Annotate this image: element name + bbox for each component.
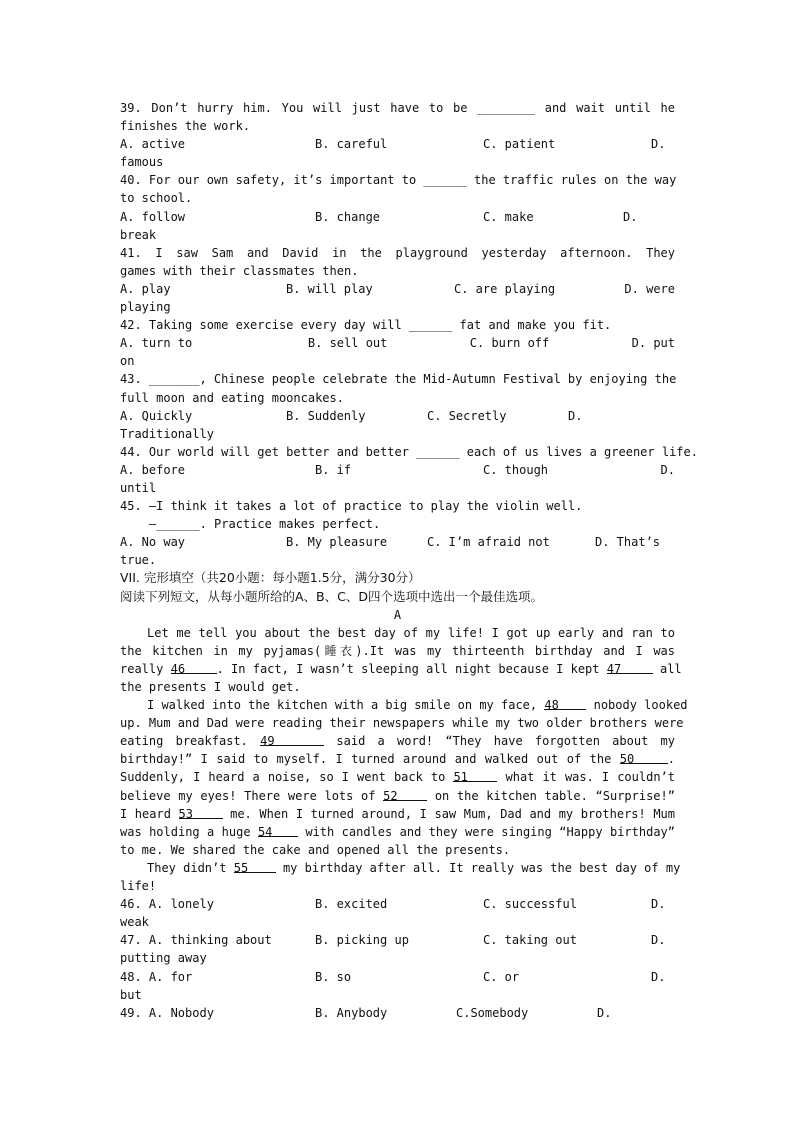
option-c: C. I’m afraid not	[427, 535, 550, 550]
option-a: A. turn to	[120, 336, 193, 351]
q39-options	[120, 135, 675, 153]
option-c: C. or	[483, 969, 520, 984]
q41-options	[120, 280, 675, 298]
exam-page	[120, 99, 698, 1022]
passage-line: up. Mum and Dad were reading their newspapers while my two older brothers were	[120, 716, 684, 731]
q45-reply: —______. Practice makes perfect.	[149, 517, 381, 532]
q41-stem: 41. I saw Sam and David in the playground yesterday afternoon. They	[120, 245, 675, 260]
q40-stem: 40. For our own safety, it’s important to ______ the traffic rules on the way	[120, 173, 677, 188]
option-d: D.	[597, 1005, 612, 1020]
passage-label: A	[393, 607, 402, 622]
option-d-text: on	[120, 354, 135, 369]
option-b: B. Suddenly	[286, 408, 366, 423]
q44-options	[120, 461, 675, 479]
option-c: C. though	[483, 462, 549, 477]
option-c: C. make	[483, 209, 534, 224]
section-instruction: 阅读下列短文，从每小题所给的A、B、C、D四个选项中选出一个最佳选项。	[120, 588, 543, 604]
option-d: D.	[651, 137, 666, 152]
option-a: A. Quickly	[120, 408, 193, 423]
option-a: A. No way	[120, 535, 186, 550]
passage-line: life!	[120, 879, 157, 894]
option-b: B. careful	[315, 137, 388, 152]
passage-line: birthday!” I said to myself. I turned around and walked out of the 50 .	[120, 752, 675, 767]
passage-line: to me. We shared the cake and opened all the presents.	[120, 842, 511, 857]
option-d: D. That’s	[595, 535, 661, 550]
option-a: A. follow	[120, 209, 186, 224]
option-d-text: famous	[120, 155, 164, 170]
option-b: B. My pleasure	[286, 535, 388, 550]
blank-49: 49	[260, 732, 324, 746]
option-c: C. Secretly	[427, 408, 507, 423]
option-d-text: weak	[120, 915, 149, 930]
option-a: 47. A. thinking about	[120, 933, 272, 948]
option-b: B. if	[315, 462, 352, 477]
q39-stem: 39. Don’t hurry him. You will just have to be ________ and wait until he	[120, 101, 675, 115]
blank-55: 55	[234, 859, 276, 873]
option-c: C.Somebody	[456, 1005, 529, 1020]
option-b: B. excited	[315, 897, 388, 912]
blank-53: 53	[179, 805, 223, 819]
option-d-text: playing	[120, 300, 171, 315]
q48-options	[120, 968, 675, 986]
blank-54: 54	[258, 823, 298, 837]
q40-stem-cont: to school.	[120, 191, 193, 206]
option-d: D.	[660, 462, 675, 477]
q39-stem-cont: finishes the work.	[120, 119, 251, 134]
option-b: B. change	[315, 209, 381, 224]
option-a: A. play	[120, 281, 171, 296]
blank-51: 51	[453, 768, 497, 782]
q45-stem: 45. —I think it takes a lot of practice to play the violin well.	[120, 499, 583, 514]
passage-line: Suddenly, I heard a noise, so I went back to 51 what it was. I couldn’t	[120, 770, 675, 785]
q41-stem-cont: games with their classmates then.	[120, 263, 359, 278]
q49-options	[120, 1004, 675, 1022]
option-d-text: putting away	[120, 951, 207, 966]
option-c: C. burn off	[469, 336, 550, 351]
option-a: A. active	[120, 137, 186, 152]
option-d-text: true.	[120, 553, 157, 568]
passage-line: They didn’t 55 my birthday after all. It really was the best day of my	[147, 860, 681, 875]
passage-line: eating breakfast. 49 said a word! “They have forgotten about my	[120, 734, 676, 749]
option-b: B. sell out	[307, 336, 388, 351]
option-c: C. successful	[483, 897, 577, 912]
option-d-text: but	[120, 987, 142, 1002]
blank-46: 46	[171, 660, 217, 674]
q43-stem-cont: full moon and eating mooncakes.	[120, 390, 344, 405]
q43-options	[120, 407, 675, 425]
passage-line: was holding a huge 54 with candles and they were singing “Happy birthday”	[120, 824, 675, 839]
option-c: C. are playing	[454, 281, 556, 296]
option-d: D.	[651, 897, 666, 912]
option-a: A. before	[120, 462, 186, 477]
option-a: 49. A. Nobody	[120, 1005, 214, 1020]
option-b: B. picking up	[315, 933, 409, 948]
passage-line: the kitchen in my pyjamas(睡衣).It was my thirteenth birthday and I was	[120, 643, 675, 658]
blank-50: 50	[620, 750, 668, 764]
option-d: D.	[568, 408, 583, 423]
q46-options	[120, 895, 675, 913]
q44-stem: 44. Our world will get better and better ______ each of us lives a greener life.	[120, 444, 698, 459]
option-b: B. Anybody	[315, 1005, 388, 1020]
option-d: D.	[651, 933, 666, 948]
passage-line: I walked into the kitchen with a big smile on my face, 48 nobody looked	[147, 698, 688, 713]
option-c: C. taking out	[483, 933, 577, 948]
option-d-text: Traditionally	[120, 426, 214, 441]
option-d: D. were	[624, 281, 675, 296]
passage-line: Let me tell you about the best day of my life! I got up early and ran to	[147, 625, 675, 640]
option-a: 46. A. lonely	[120, 897, 214, 912]
passage-line: really 46 . In fact, I wasn’t sleeping all night because I kept 47 all	[120, 661, 682, 676]
section-heading: VII. 完形填空（共20小题：每小题1.5分，满分30分）	[120, 570, 421, 586]
passage-line: I heard 53 me. When I turned around, I saw Mum, Dad and my brothers! Mum	[120, 806, 675, 821]
option-b: B. will play	[286, 281, 373, 296]
option-c: C. patient	[483, 137, 556, 152]
option-d-text: until	[120, 480, 157, 495]
q42-stem: 42. Taking some exercise every day will ______ fat and make you fit.	[120, 318, 612, 333]
blank-47: 47	[607, 660, 653, 674]
option-d: D.	[623, 209, 638, 224]
passage-line: believe my eyes! There were lots of 52 on the kitchen table. “Surprise!”	[120, 788, 675, 803]
q42-options	[120, 334, 675, 352]
q40-options	[120, 208, 675, 226]
passage-line: the presents I would get.	[120, 680, 301, 694]
option-d: D.	[651, 969, 666, 984]
option-d: D. put	[631, 336, 675, 351]
blank-52: 52	[383, 787, 427, 801]
q43-stem: 43. _______, Chinese people celebrate the Mid-Autumn Festival by enjoying the	[120, 372, 677, 387]
option-d-text: break	[120, 227, 157, 242]
q45-options	[120, 533, 675, 551]
option-a: 48. A. for	[120, 969, 193, 984]
option-b: B. so	[315, 969, 352, 984]
q47-options	[120, 931, 675, 949]
blank-48: 48	[544, 696, 586, 710]
